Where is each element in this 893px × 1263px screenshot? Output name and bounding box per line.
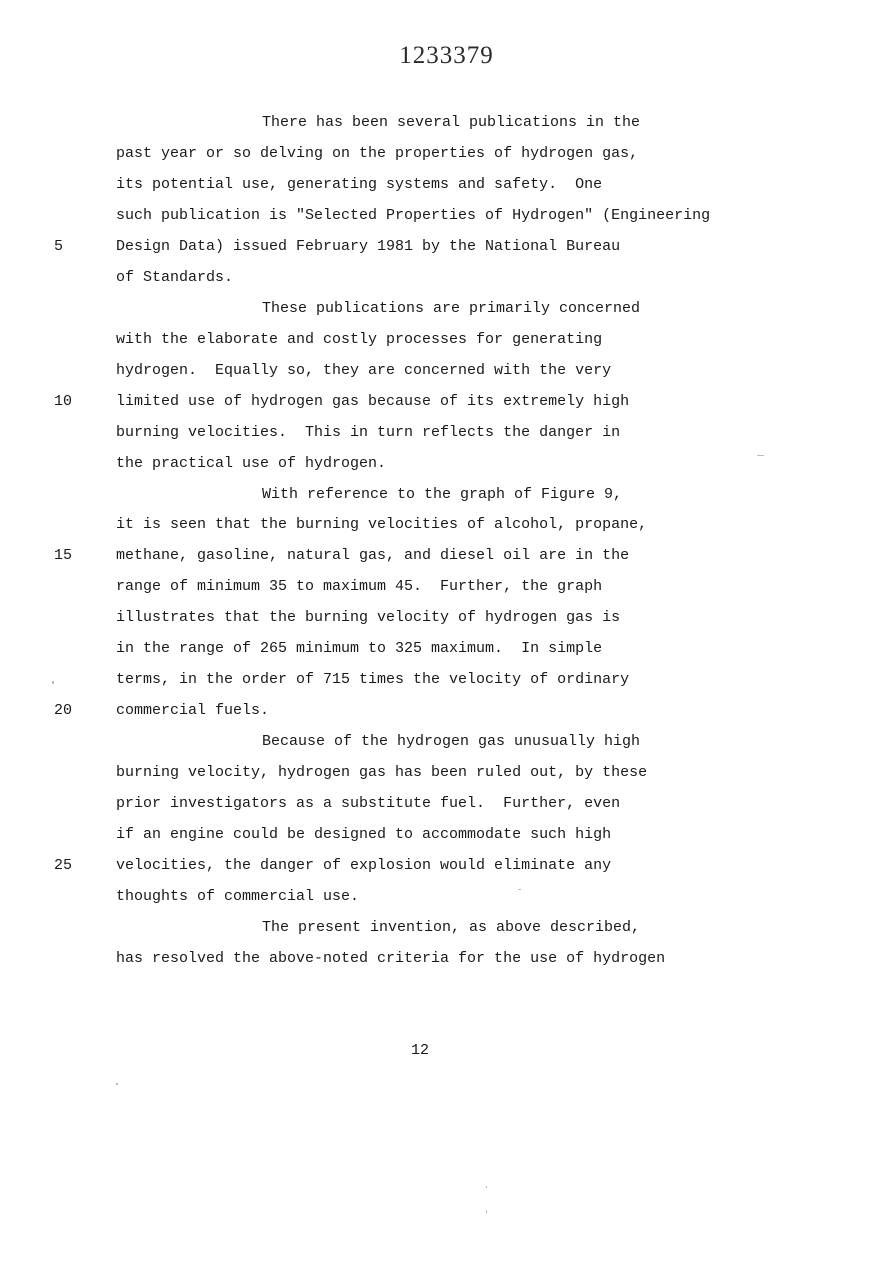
scan-speck [757,455,764,456]
text-line: it is seen that the burning velocities of alcohol, propane, [116,516,648,533]
text-line: With reference to the graph of Figure 9, [262,486,623,503]
text-line: The present invention, as above described, [262,919,641,936]
text-line: Because of the hydrogen gas unusually high [262,733,641,750]
text-line: with the elaborate and costly processes for generating [116,331,603,348]
text-line: methane, gasoline, natural gas, and diesel oil are in the [116,547,630,564]
line-number: 20 [54,702,73,719]
text-line: the practical use of hydrogen. [116,455,387,472]
line-number: 5 [54,238,64,255]
text-line: prior investigators as a substitute fuel. Further, even [116,795,621,812]
text-line: past year or so delving on the properties of hydrogen gas, [116,145,639,162]
page-number: 12 [410,1042,429,1059]
line-number: 25 [54,857,73,874]
text-line: such publication is "Selected Properties of Hydrogen" (Engineering [116,207,711,224]
scan-speck [518,889,521,890]
text-line: has resolved the above-noted criteria for the use of hydrogen [116,950,666,967]
text-line: These publications are primarily concerned [262,300,641,317]
document-number: 1233379 [399,42,494,69]
text-line: burning velocity, hydrogen gas has been ruled out, by these [116,764,648,781]
text-line: illustrates that the burning velocity of hydrogen gas is [116,609,621,626]
text-line: if an engine could be designed to accommodate such high [116,826,612,843]
text-line: velocities, the danger of explosion would eliminate any [116,857,612,874]
text-line: Design Data) issued February 1981 by the National Bureau [116,238,621,255]
line-number: 10 [54,393,73,410]
scan-speck [486,1186,487,1188]
scan-speck [52,681,54,684]
text-line: thoughts of commercial use. [116,888,360,905]
text-line: limited use of hydrogen gas because of its extremely high [116,393,630,410]
text-line: hydrogen. Equally so, they are concerned with the very [116,362,612,379]
text-line: of Standards. [116,269,234,286]
text-line: commercial fuels. [116,702,270,719]
scan-speck [486,1210,487,1213]
text-line: its potential use, generating systems and safety. One [116,176,603,193]
text-line: terms, in the order of 715 times the velocity of ordinary [116,671,630,688]
text-line: There has been several publications in the [262,114,641,131]
text-line: in the range of 265 minimum to 325 maximum. In simple [116,640,603,657]
line-number: 15 [54,547,73,564]
text-line: burning velocities. This in turn reflects the danger in [116,424,621,441]
scan-speck [116,1083,118,1085]
text-line: range of minimum 35 to maximum 45. Further, the graph [116,578,603,595]
